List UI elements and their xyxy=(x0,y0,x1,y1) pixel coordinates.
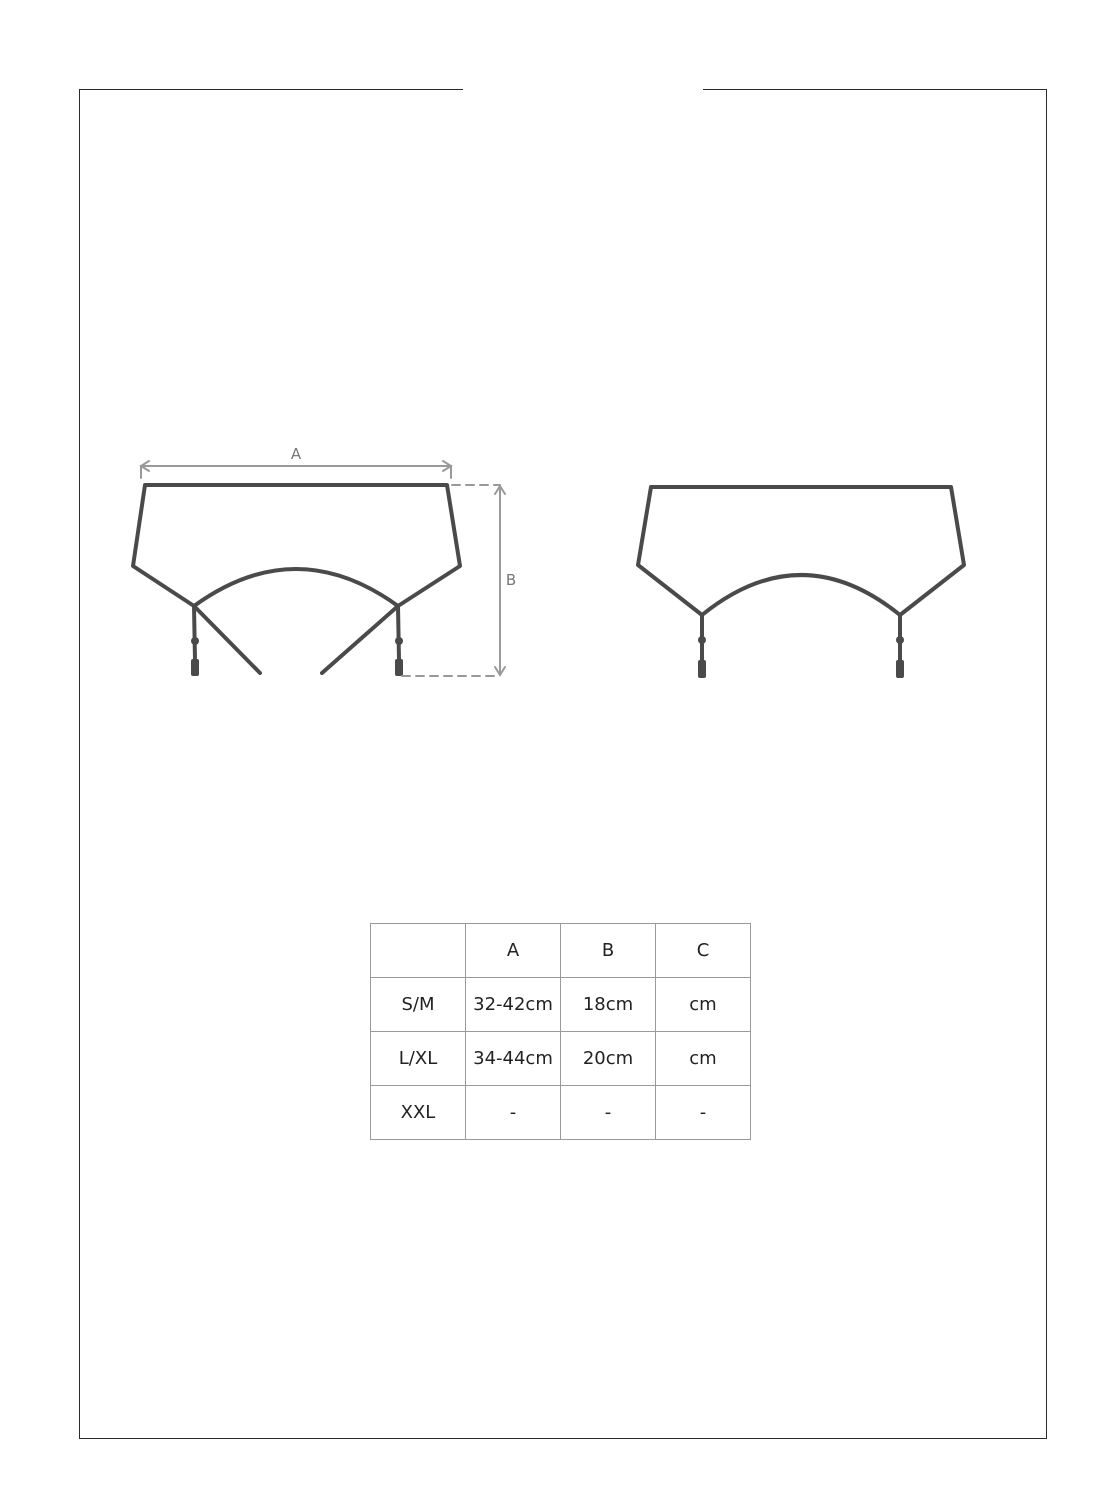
table-row xyxy=(371,1086,751,1140)
c-cell: cm xyxy=(656,1032,751,1086)
front-left-clip-ring xyxy=(191,637,199,645)
table-header-cell: A xyxy=(466,924,561,978)
a-cell: 32-42cm xyxy=(466,978,561,1032)
front-left-suspender xyxy=(194,606,195,660)
dimension-a-label: A xyxy=(290,445,302,463)
a-cell: - xyxy=(466,1086,561,1140)
front-waist-curve xyxy=(194,569,398,606)
a-cell: 34-44cm xyxy=(466,1032,561,1086)
table-row xyxy=(371,978,751,1032)
front-right-suspender xyxy=(398,606,399,660)
size-table xyxy=(370,923,751,1140)
front-belt-outline xyxy=(133,485,460,606)
front-right-clip-ring xyxy=(395,637,403,645)
back-right-clip-ring xyxy=(896,636,904,644)
size-cell: S/M xyxy=(371,978,466,1032)
garter-belt-front-view xyxy=(133,485,460,673)
table-row xyxy=(371,1032,751,1086)
back-left-clip xyxy=(698,660,706,678)
table-header-cell: C xyxy=(656,924,751,978)
front-left-clip xyxy=(191,659,199,676)
size-cell: XXL xyxy=(371,1086,466,1140)
table-header-row xyxy=(371,924,751,978)
b-cell: 20cm xyxy=(561,1032,656,1086)
dimension-a xyxy=(141,461,451,478)
back-left-clip-ring xyxy=(698,636,706,644)
c-cell: cm xyxy=(656,978,751,1032)
back-belt-outline xyxy=(638,487,964,615)
front-right-clip xyxy=(395,659,403,676)
table-header-cell: B xyxy=(561,924,656,978)
b-cell: 18cm xyxy=(561,978,656,1032)
back-waist-curve xyxy=(702,575,900,615)
size-cell: L/XL xyxy=(371,1032,466,1086)
table-header-cell xyxy=(371,924,466,978)
dimension-b-label: B xyxy=(505,571,517,589)
c-cell: - xyxy=(656,1086,751,1140)
b-cell: - xyxy=(561,1086,656,1140)
garter-belt-back-view xyxy=(638,487,964,660)
front-left-strap xyxy=(194,606,260,673)
back-clips xyxy=(698,636,904,678)
front-right-strap xyxy=(322,606,398,673)
back-right-clip xyxy=(896,660,904,678)
front-clips xyxy=(191,637,403,676)
